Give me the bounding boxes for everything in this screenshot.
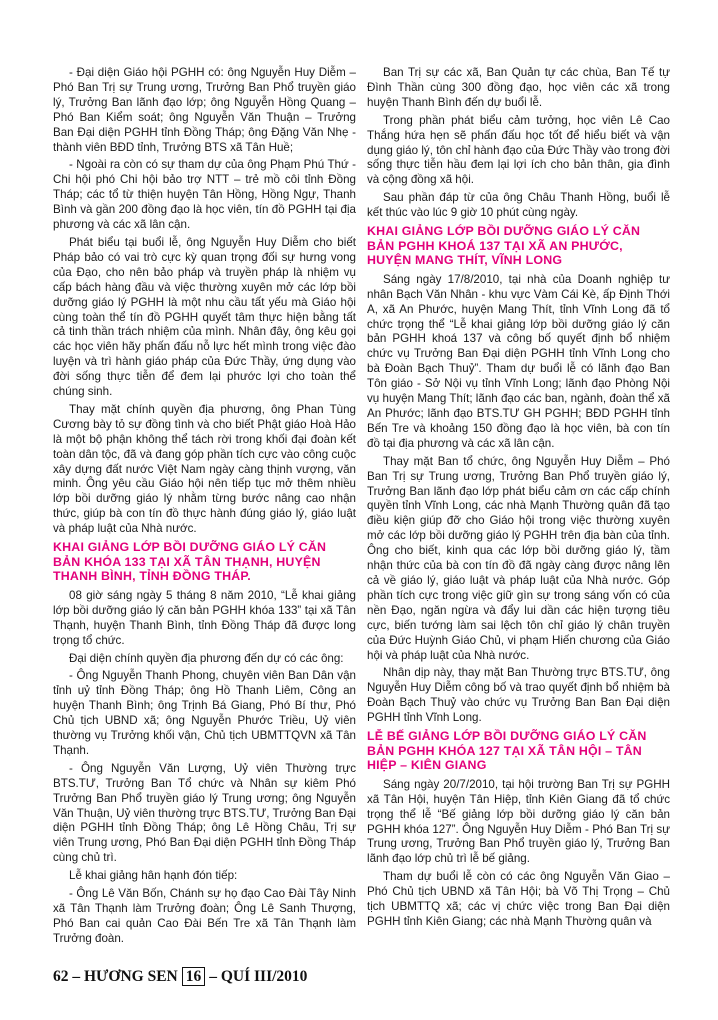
paragraph: - Ông Lê Văn Bốn, Chánh sự họ đạo Cao Đài Tây Ninh xã Tân Thạnh làm Trưởng đoàn; Ông Lê Sanh Thượng, Phó Ban cai quản Cao Đài Bến Tre xã Tân Thạnh làm Trưởng đoàn. bbox=[53, 887, 356, 945]
paragraph: Thay mặt chính quyền địa phương, ông Phan Tùng Cương bày tỏ sự đồng tình và cho biết Phật giáo Hoà Hảo là một bộ phận không thể tách rời trong khối đại đoàn kết toàn dân tộc, đã và đang góp phần tích cực vào công cuộc xây dựng đất nước Việt Nam ngày càng thịnh vượng, văn minh. Ông yêu cầu Giáo hội nên tiếp tục mở thêm nhiều lớp bồi dưỡng giáo lý nhằm từng bước nâng cao nhận thức, giúp bà con tín đồ thực hành đúng giáo lý, giáo luật và pháp luật của Nhà nước. bbox=[53, 402, 356, 536]
section-heading: KHAI GIẢNG LỚP BỒI DƯỠNG GIÁO LÝ CĂN BẢN KHÓA 133 TẠI XÃ TÂN THẠNH, HUYỆN THANH BÌNH, TỈNH ĐỒNG THÁP. bbox=[53, 540, 327, 584]
paragraph: Đại diện chính quyền địa phương đến dự có các ông: bbox=[69, 651, 344, 665]
footer-quarter: – QUÍ III/2010 bbox=[209, 967, 308, 985]
paragraph: Sau phần đáp từ của ông Châu Thanh Hồng, buổi lễ kết thúc vào lúc 9 giờ 10 phút cùng ngày. bbox=[367, 191, 670, 220]
paragraph: - Đại diện Giáo hội PGHH có: ông Nguyễn Huy Diễm – Phó Ban Trị sự Trung ương, Trưởng Ban Phổ truyền giáo lý, Trưởng Ban lãnh đạo lớp; ông Nguyễn Hồng Quang – Phó Ban Kiểm soát; ông Nguyễn Văn Thuận – Trưởng Ban Đại diện PGHH tỉnh Đồng Tháp; ông Đặng Văn Nhẹ - thành viên BĐD tỉnh, Trưởng BTS xã Tân Huề; bbox=[53, 66, 356, 154]
left-column bbox=[53, 66, 356, 950]
paragraph: Sáng ngày 20/7/2010, tại hội trường Ban Trị sự PGHH xã Tân Hội, huyện Tân Hiệp, tỉnh Kiên Giang đã tổ chức trọng thể lễ “Bế giảng lớp bồi dưỡng giáo lý căn bản PGHH khóa 127”. Ông Nguyễn Huy Diễm - Phó Ban Trị sự Trung ương, Trưởng Ban Phổ truyền giáo lý, Trưởng Ban lãnh đạo lớp chủ trì lễ bế giảng. bbox=[367, 777, 670, 866]
paragraph: Tham dự buổi lễ còn có các ông Nguyễn Văn Giao – Phó Chủ tịch UBND xã Tân Hội; bà Võ Thị Trọng – Chủ tịch UBMTTQ xã; các vị chức việc trong Ban Đại diện PGHH tỉnh Kiên Giang; các nhà Mạnh Thường quân và bbox=[367, 870, 670, 928]
right-column bbox=[367, 66, 670, 933]
paragraph: 08 giờ sáng ngày 5 tháng 8 năm 2010, “Lễ khai giảng lớp bồi dưỡng giáo lý căn bản PGHH khóa 133” tại xã Tân Thạnh, huyện Thanh Bình, tỉnh Đồng Tháp đã được long trọng tổ chức. bbox=[53, 588, 356, 647]
paragraph: Thay mặt Ban tổ chức, ông Nguyễn Huy Diễm – Phó Ban Trị sự Trung ương, Trưởng Ban Phổ truyền giáo lý, Trưởng Ban lãnh đạo lớp phát biểu cảm ơn các cấp chính quyền tỉnh Vĩnh Long, các nhà Mạnh Thường quân đã tạo điều kiện giúp đỡ cho Giáo hội trong việc thường xuyên mở các lớp bồi dưỡng giáo lý PGHH trên địa bàn của tỉnh. Ông cho biết, kinh qua các lớp bồi dưỡng giáo lý, tầm nhận thức của bà con tín đồ đã ngày càng được nâng lên cả về giáo lý, giáo luật và pháp luật của Nhà nước. Góp phần tích cực trong việc giữ gìn sự trong sáng vốn có của nền Đạo, ngăn ngừa và đẩy lui dần các hiện tượng tiêu cực, biến tướng làm sai lệch tôn chỉ giáo lý chân truyền của Đức Huỳnh Giáo Chủ, vi phạm Hiến chương của Giáo hội và pháp luật của Nhà nước. bbox=[367, 454, 670, 662]
footer-magazine-name: 62 – HƯƠNG SEN bbox=[53, 967, 178, 985]
section-heading: KHAI GIẢNG LỚP BỒI DƯỠNG GIÁO LÝ CĂN BẢN PGHH KHOÁ 137 TẠI XÃ AN PHƯỚC, HUYỆN MANG THÍT, VĨNH LONG bbox=[367, 224, 641, 268]
page-footer bbox=[53, 967, 307, 986]
paragraph: Phát biểu tại buổi lễ, ông Nguyễn Huy Diễm cho biết Pháp bảo có vai trò cực kỳ quan trọng đối sự hưng vong của Đạo, cho nên bảo pháp và truyền pháp là nhiệm vụ cấp bách hàng đầu và việc thường xuyên mở các lớp bồi dưỡng giáo lý PGHH là một nhu cầu tất yếu mà Giáo hội cùng toàn thể tín đồ PGHH quyết tâm thực hiện bằng tất cả tinh thần trách nhiệm của mình. Nhân đây, ông kêu gọi các học viên hãy phấn đấu nỗ lực hết mình trong việc đào luyện và trì hành giáo pháp của Đức Thầy, ứng dụng vào đời sống thực tiễn để đem lại phước lợi cho toàn thể chúng sinh. bbox=[53, 235, 356, 399]
paragraph: Sáng ngày 17/8/2010, tại nhà của Doanh nghiệp tư nhân Bạch Văn Nhân - khu vực Vàm Cái Kè, ấp Định Thới A, xã An Phước, huyện Mang Thít, tỉnh Vĩnh Long đã tổ chức trọng thể “Lễ khai giảng lớp bồi dưỡng giáo lý căn bản PGHH khoá 137 và công bố quyết định bổ nhiệm chức vụ Trưởng Ban Đại diện PGHH tỉnh Vĩnh Long cho bà Đoàn Bạch Thuỷ”. Tham dự buổi lễ có lãnh đạo Ban Tôn giáo - Sở Nội vụ tỉnh Vĩnh Long; lãnh đạo Phòng Nội vụ huyện Mang Thít; lãnh đạo các ban, ngành, đoàn thể xã An Phước; lãnh đạo BTS.TƯ GH PGHH; BĐD PGHH tỉnh Bến Tre và khoảng 150 đồng đạo là học viên, bà con tín đồ tại địa phương và các xã lân cận. bbox=[367, 272, 670, 450]
paragraph: - Ông Nguyễn Thanh Phong, chuyên viên Ban Dân vận tỉnh uỷ tỉnh Đồng Tháp; ông Hồ Thanh Liêm, Công an huyện Thanh Bình; ông Trịnh Bá Giang, Phó Bí thư, Phó Chủ tịch UBND xã; ông Nguyễn Phước Triều, Uỷ viên thường vụ Trưởng khối vận, Chủ tịch UBMTTQVN xã Tân Thạnh. bbox=[53, 669, 356, 757]
paragraph: Ban Trị sự các xã, Ban Quản tự các chùa, Ban Tế tự Đình Thần cùng 300 đồng đạo, học viên các xã trong huyện Thanh Bình đến dự buổi lễ. bbox=[367, 66, 670, 109]
paragraph: - Ông Nguyễn Văn Lượng, Uỷ viên Thường trực BTS.TƯ, Trưởng Ban Tổ chức và Nhân sự kiêm Phó Trưởng Ban Phổ truyền giáo lý Trung ương; ông Nguyễn Văn Thuận, Uỷ viên thường trực BTS.TƯ, Trưởng Ban Đại diện PGHH tỉnh Đồng Tháp; ông Lê Hồng Châu, Trị sự viên Trung ương, Phó Ban Đại diện PGHH tỉnh Đồng Tháp cùng chủ trì. bbox=[53, 761, 356, 865]
paragraph: Lễ khai giảng hân hạnh đón tiếp: bbox=[69, 869, 238, 883]
section-heading: LỄ BẾ GIẢNG LỚP BỒI DƯỠNG GIÁO LÝ CĂN BẢN PGHH KHÓA 127 TẠI XÃ TÂN HỘI – TÂN HIỆP – KIÊN GIANG bbox=[367, 729, 647, 773]
paragraph: Nhân dịp này, thay mặt Ban Thường trực BTS.TƯ, ông Nguyễn Huy Diễm công bố và trao quyết định bổ nhiệm bà Đoàn Bạch Thuỷ vào chức vụ Trưởng Ban Ban Đại diện PGHH tỉnh Vĩnh Long. bbox=[367, 666, 670, 725]
issue-number-box: 16 bbox=[182, 967, 206, 986]
paragraph: - Ngoài ra còn có sự tham dự của ông Phạm Phú Thứ - Chi hội phó Chi hội bảo trợ NTT – trẻ mồ côi tỉnh Đồng Tháp; các tổ từ thiện huyện Tân Hồng, Hồng Ngự, Thanh Bình và gần 200 đồng đạo là học viên, tín đồ PGHH tại địa phương và các xã lân cận. bbox=[53, 158, 356, 232]
paragraph: Trong phần phát biểu cảm tưởng, học viên Lê Cao Thắng hứa hẹn sẽ phấn đấu học tốt để hiểu biết và vận dụng giáo lý, tôn chỉ hành đạo của Đức Thầy vào trong đời sống thực tiễn hầu đem lại lợi ích cho bản thân, gia đình và cộng đồng xã hội. bbox=[367, 113, 670, 187]
